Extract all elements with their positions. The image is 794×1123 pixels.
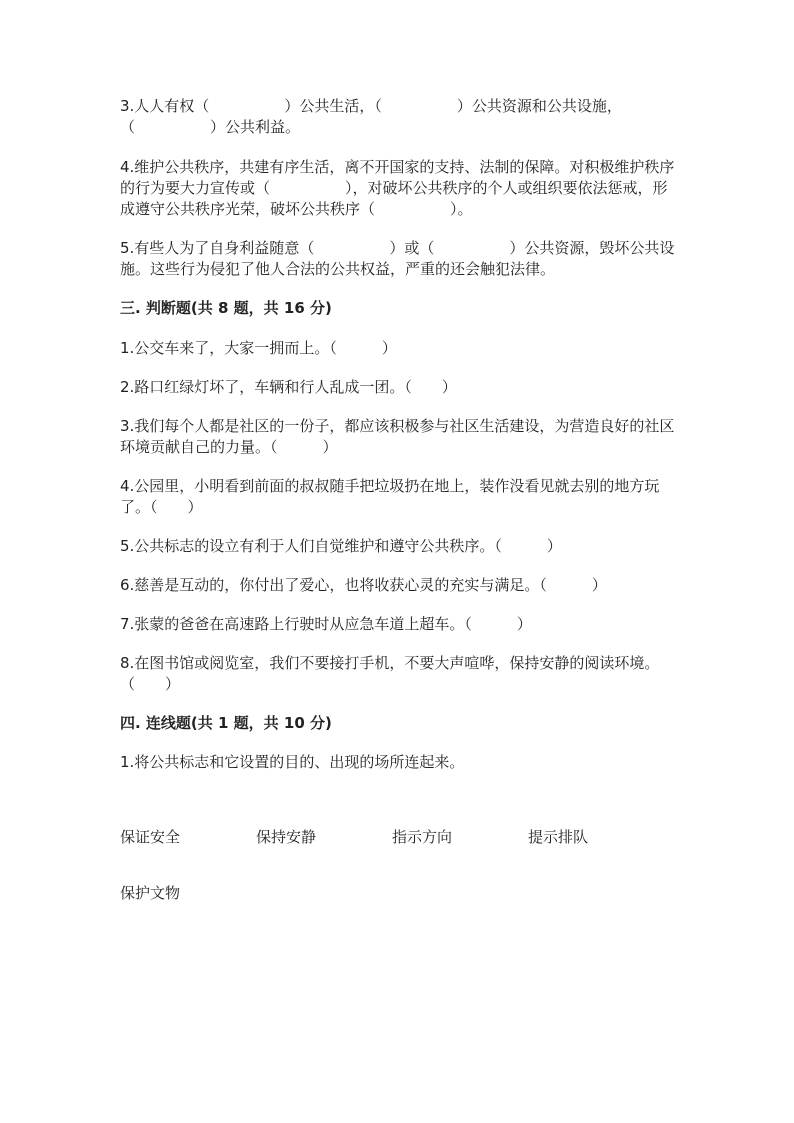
section-title-matching: 四. 连线题(共 1 题，共 10 分) bbox=[120, 714, 332, 732]
judgement-question-8: 8.在图书馆或阅览室，我们不要接打手机，不要大声喧哗，保持安静的阅读环境。（ ） bbox=[120, 654, 660, 693]
judgement-question-3: 3.我们每个人都是社区的一份子，都应该积极参与社区生活建设，为营造良好的社区环境贡献自己的力量。（ ） bbox=[120, 417, 675, 456]
section-title-judgement: 三. 判断题(共 8 题，共 16 分) bbox=[120, 299, 332, 317]
matching-purpose-item: 保持安静 bbox=[256, 828, 317, 846]
judgement-question-1: 1.公交车来了，大家一拥而上。（ ） bbox=[120, 339, 397, 357]
judgement-question-5: 5.公共标志的设立有利于人们自觉维护和遵守公共秩序。（ ） bbox=[120, 537, 562, 555]
matching-purpose-item: 指示方向 bbox=[392, 828, 453, 846]
fill-blank-question-5: 5.有些人为了自身利益随意（ ）或（ ）公共资源，毁坏公共设施。这些行为侵犯了他人合法的公共权益，严重的还会触犯法律。 bbox=[120, 239, 675, 278]
matching-purposes-row-2 bbox=[120, 883, 680, 904]
matching-purpose-item: 保护文物 bbox=[120, 884, 181, 902]
judgement-question-6: 6.慈善是互动的，你付出了爱心，也将收获心灵的充实与满足。（ ） bbox=[120, 576, 607, 594]
fill-blank-question-4: 4.维护公共秩序，共建有序生活，离不开国家的支持、法制的保障。对积极维护秩序的行为要大力宣传或（ ），对破坏公共秩序的个人或组织要依法惩戒，形成遵守公共秩序光荣，破坏公共秩序（ ）。 bbox=[120, 158, 675, 218]
matching-purposes-row-1 bbox=[120, 827, 680, 848]
matching-question-1: 1.将公共标志和它设置的目的、出现的场所连起来。 bbox=[120, 753, 465, 771]
judgement-question-4: 4.公园里，小明看到前面的叔叔随手把垃圾扔在地上，装作没看见就去别的地方玩了。（ ） bbox=[120, 477, 660, 516]
judgement-question-2: 2.路口红绿灯坏了，车辆和行人乱成一团。（ ） bbox=[120, 378, 457, 396]
judgement-question-7: 7.张蒙的爸爸在高速路上行驶时从应急车道上超车。（ ） bbox=[120, 615, 532, 633]
fill-blank-question-3: 3.人人有权（ ）公共生活，（ ）公共资源和公共设施，（ ）公共利益。 bbox=[120, 97, 622, 136]
matching-purpose-item: 保证安全 bbox=[120, 828, 181, 846]
document-page bbox=[120, 92, 680, 904]
matching-purpose-item: 提示排队 bbox=[528, 828, 589, 846]
